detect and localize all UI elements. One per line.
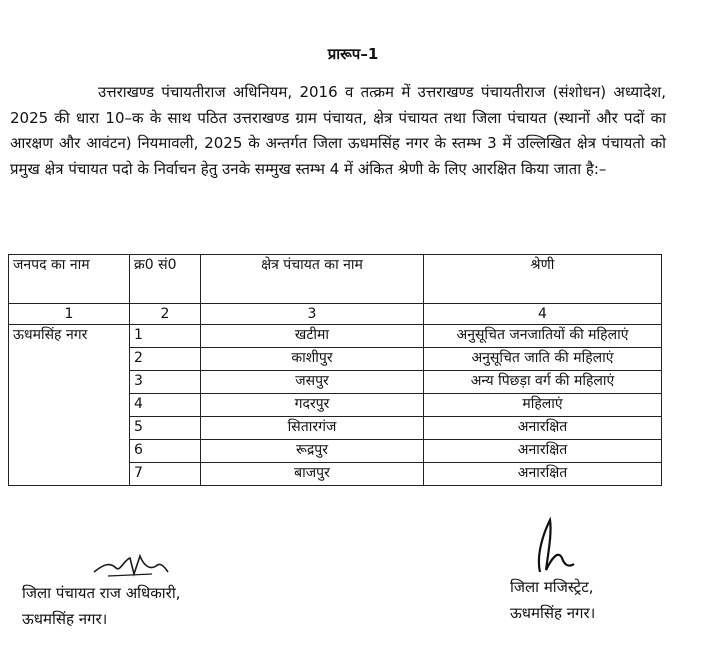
panchayat-cell: गदरपुर (201, 394, 424, 417)
table-row (9, 348, 662, 371)
serial-cell: 4 (130, 394, 201, 417)
serial-cell: 5 (130, 417, 201, 440)
category-cell: अन्य पिछड़ा वर्ग की महिलाएं (424, 371, 662, 394)
header-district: जनपद का नाम (9, 255, 130, 304)
district-cell-empty (9, 440, 130, 463)
table-row (9, 417, 662, 440)
category-cell: अनारक्षित (424, 463, 662, 486)
district-cell-empty (9, 417, 130, 440)
signatory-left-place: ऊधमसिंह नगर। (22, 610, 108, 628)
category-cell: अनारक्षित (424, 440, 662, 463)
serial-cell: 1 (130, 325, 201, 348)
table-row (9, 371, 662, 394)
signatory-right-place: ऊधमसिंह नगर। (510, 604, 596, 622)
district-cell-empty (9, 371, 130, 394)
signatory-right-designation: जिला मजिस्ट्रेट, (510, 578, 594, 596)
paragraph-text: उत्तराखण्ड पंचायतीराज अधिनियम, 2016 व तत्क्रम में उत्तराखण्ड पंचायतीराज (संशोधन) अध्यादेश, 2025 की धारा 10–क के साथ पठित उत्तराखण्ड ग्राम पंचायत, क्षेत्र पंचायत तथा जिला पंचायत (स्थानों और पदों का आरक्षण और आवंटन) नियमावली, 2025 के अन्तर्गत जिला ऊधमसिंह नगर के स्तम्भ 3 में उल्लिखित क्षेत्र पंचायतो को प्रमुख क्षेत्र पंचायत पदो के निर्वाचन हेतु उनके सम्मुख स्तम्भ 4 में अंकित श्रेणी के लिए आरक्षित किया जाता है:– (10, 83, 666, 178)
table-row (9, 325, 662, 348)
table-row (9, 394, 662, 417)
category-cell: महिलाएं (424, 394, 662, 417)
panchayat-cell: खटीमा (201, 325, 424, 348)
serial-cell: 7 (130, 463, 201, 486)
panchayat-cell: सितारगंज (201, 417, 424, 440)
signatory-left (22, 580, 180, 632)
panchayat-cell: जसपुर (201, 371, 424, 394)
panchayat-cell: बाजपुर (201, 463, 424, 486)
district-cell-empty (9, 348, 130, 371)
category-cell: अनुसूचित जनजातियों की महिलाएं (424, 325, 662, 348)
panchayat-cell: रूद्रपुर (201, 440, 424, 463)
reservation-table (8, 254, 662, 486)
table-row (9, 440, 662, 463)
district-cell-empty (9, 463, 130, 486)
panchayat-cell: काशीपुर (201, 348, 424, 371)
document-title: प्रारूप–1 (327, 45, 379, 63)
category-cell: अनारक्षित (424, 417, 662, 440)
serial-cell: 6 (130, 440, 201, 463)
notification-paragraph (10, 80, 666, 182)
table-row (9, 463, 662, 486)
serial-cell: 3 (130, 371, 201, 394)
column-number: 3 (201, 304, 424, 325)
serial-cell: 2 (130, 348, 201, 371)
district-cell-empty (9, 394, 130, 417)
header-panchayat: क्षेत्र पंचायत का नाम (201, 255, 424, 304)
signatory-right (510, 574, 595, 626)
column-number: 2 (130, 304, 201, 325)
column-number: 4 (424, 304, 662, 325)
column-number-row (9, 304, 662, 325)
right-signature-mark (526, 514, 582, 576)
category-cell: अनुसूचित जाति की महिलाएं (424, 348, 662, 371)
header-category: श्रेणी (424, 255, 662, 304)
table-header-row (9, 255, 662, 304)
left-signature-mark (90, 548, 170, 582)
column-number: 1 (9, 304, 130, 325)
header-serial: क्र0 सं0 (130, 255, 201, 304)
district-cell: ऊधमसिंह नगर (9, 325, 130, 348)
signatory-left-designation: जिला पंचायत राज अधिकारी, (22, 584, 181, 602)
